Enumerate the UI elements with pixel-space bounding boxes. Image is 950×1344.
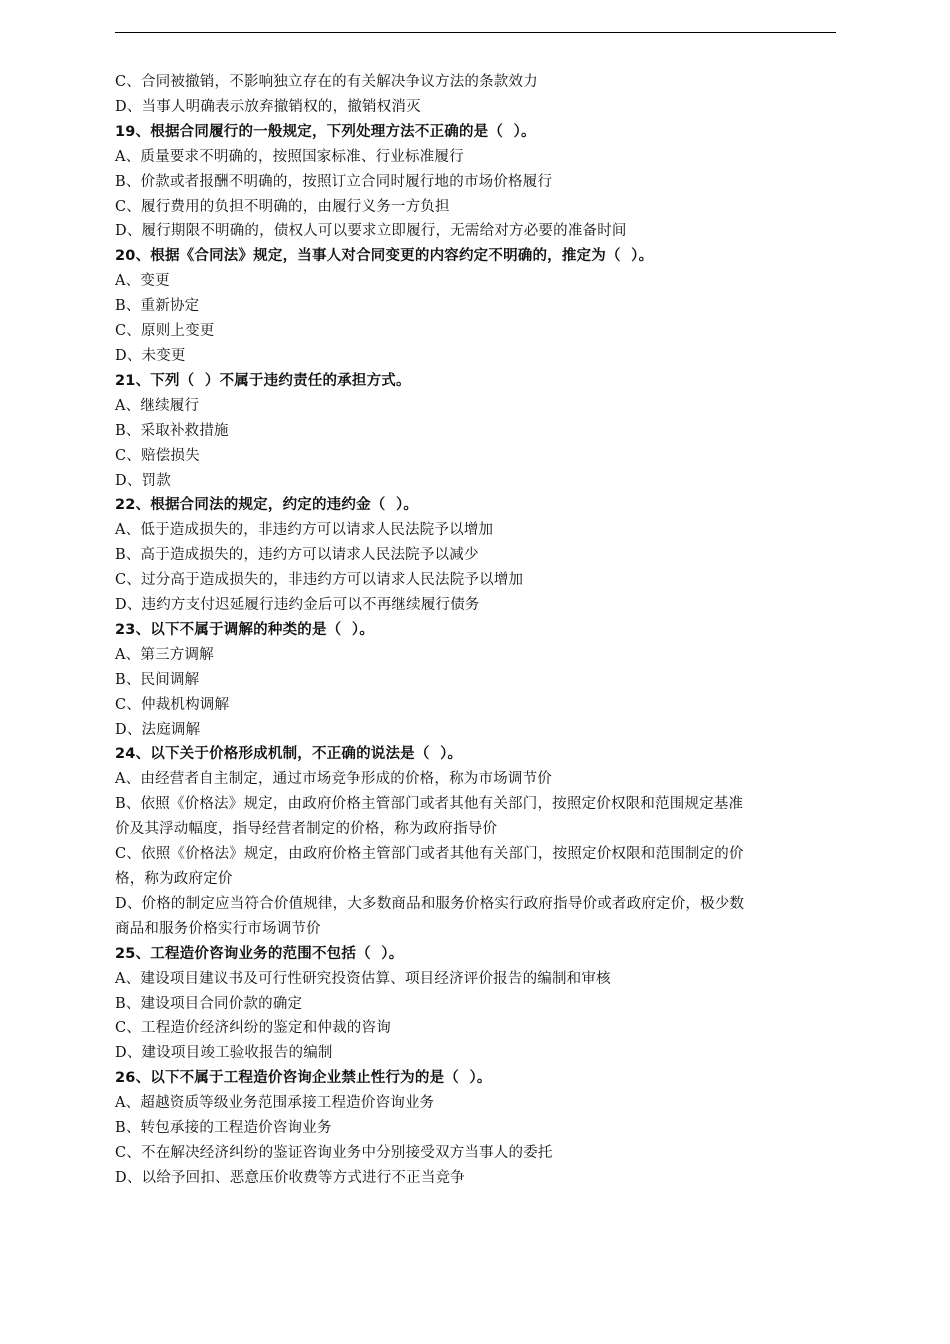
option-text: C、合同被撤销，不影响独立存在的有关解决争议方法的条款效力 [115, 74, 538, 90]
option-text: A、超越资质等级业务范围承接工程造价咨询业务 [115, 1095, 435, 1112]
option-text: D、价格的制定应当符合价值规律，大多数商品和服务价格实行政府指导价或者政府定价，极少数 [115, 895, 745, 912]
question-text: 19、根据合同履行的一般规定，下列处理方法不正确的是（ ）。 [115, 123, 536, 140]
header-rule [115, 32, 836, 33]
question-text: 21、下列（ ）不属于违约责任的承担方式。 [115, 372, 411, 389]
option-text: C、不在解决经济纠纷的鉴证咨询业务中分别接受双方当事人的委托 [115, 1144, 553, 1161]
question-text: 23、以下不属于调解的种类的是（ ）。 [115, 621, 375, 638]
option-text: B、转包承接的工程造价咨询业务 [115, 1120, 332, 1137]
option-text: A、由经营者自主制定，通过市场竞争形成的价格，称为市场调节价 [115, 771, 552, 788]
option-text: C、履行费用的负担不明确的，由履行义务一方负担 [115, 198, 450, 215]
option-text: C、过分高于造成损失的，非违约方可以请求人民法院予以增加 [115, 572, 524, 589]
option-text: B、民间调解 [115, 671, 200, 688]
option-text: A、质量要求不明确的，按照国家标准、行业标准履行 [115, 148, 464, 165]
document-body [115, 70, 840, 1191]
option-text: A、低于造成损失的，非违约方可以请求人民法院予以增加 [115, 522, 494, 539]
option-text: A、变更 [115, 273, 170, 290]
option-text: B、价款或者报酬不明确的，按照订立合同时履行地的市场价格履行 [115, 173, 553, 190]
option-text: A、继续履行 [115, 397, 200, 414]
option-text: C、原则上变更 [115, 323, 215, 340]
question-text: 26、以下不属于工程造价咨询企业禁止性行为的是（ ）。 [115, 1070, 492, 1087]
question-text: 25、工程造价咨询业务的范围不包括（ ）。 [115, 945, 404, 962]
option-text: D、法庭调解 [115, 721, 201, 738]
option-text: 价及其浮动幅度，指导经营者制定的价格，称为政府指导价 [115, 821, 498, 838]
option-text: 格，称为政府定价 [115, 871, 233, 887]
option-text: B、重新协定 [115, 298, 200, 315]
option-text: A、第三方调解 [115, 646, 214, 663]
option-text: D、以给予回扣、恶意压价收费等方式进行不正当竞争 [115, 1169, 465, 1186]
option-text: C、工程造价经济纠纷的鉴定和仲裁的咨询 [115, 1020, 391, 1037]
option-text: A、建设项目建议书及可行性研究投资估算、项目经济评价报告的编制和审核 [115, 970, 611, 987]
option-text: 商品和服务价格实行市场调节价 [115, 920, 321, 937]
option-text: D、履行期限不明确的，债权人可以要求立即履行，无需给对方必要的准备时间 [115, 223, 627, 240]
option-text: D、当事人明确表示放弃撤销权的，撤销权消灭 [115, 98, 421, 115]
option-text: C、仲裁机构调解 [115, 696, 230, 713]
option-text: B、采取补救措施 [115, 422, 229, 439]
option-text: B、高于造成损失的，违约方可以请求人民法院予以减少 [115, 547, 479, 564]
option-text: D、未变更 [115, 347, 186, 364]
option-text: C、依照《价格法》规定，由政府价格主管部门或者其他有关部门，按照定价权限和范围制定的价 [115, 846, 744, 863]
option-text: B、建设项目合同价款的确定 [115, 995, 303, 1012]
option-text: D、建设项目竣工验收报告的编制 [115, 1045, 333, 1062]
question-text: 20、根据《合同法》规定，当事人对合同变更的内容约定不明确的，推定为（ ）。 [115, 248, 654, 265]
question-text: 24、以下关于价格形成机制，不正确的说法是（ ）。 [115, 746, 463, 763]
option-text: C、赔偿损失 [115, 447, 200, 464]
option-text: B、依照《价格法》规定，由政府价格主管部门或者其他有关部门，按照定价权限和范围规定基准 [115, 796, 744, 813]
option-text: D、罚款 [115, 472, 171, 489]
option-text: D、违约方支付迟延履行违约金后可以不再继续履行债务 [115, 597, 480, 614]
question-text: 22、根据合同法的规定，约定的违约金（ ）。 [115, 497, 419, 514]
